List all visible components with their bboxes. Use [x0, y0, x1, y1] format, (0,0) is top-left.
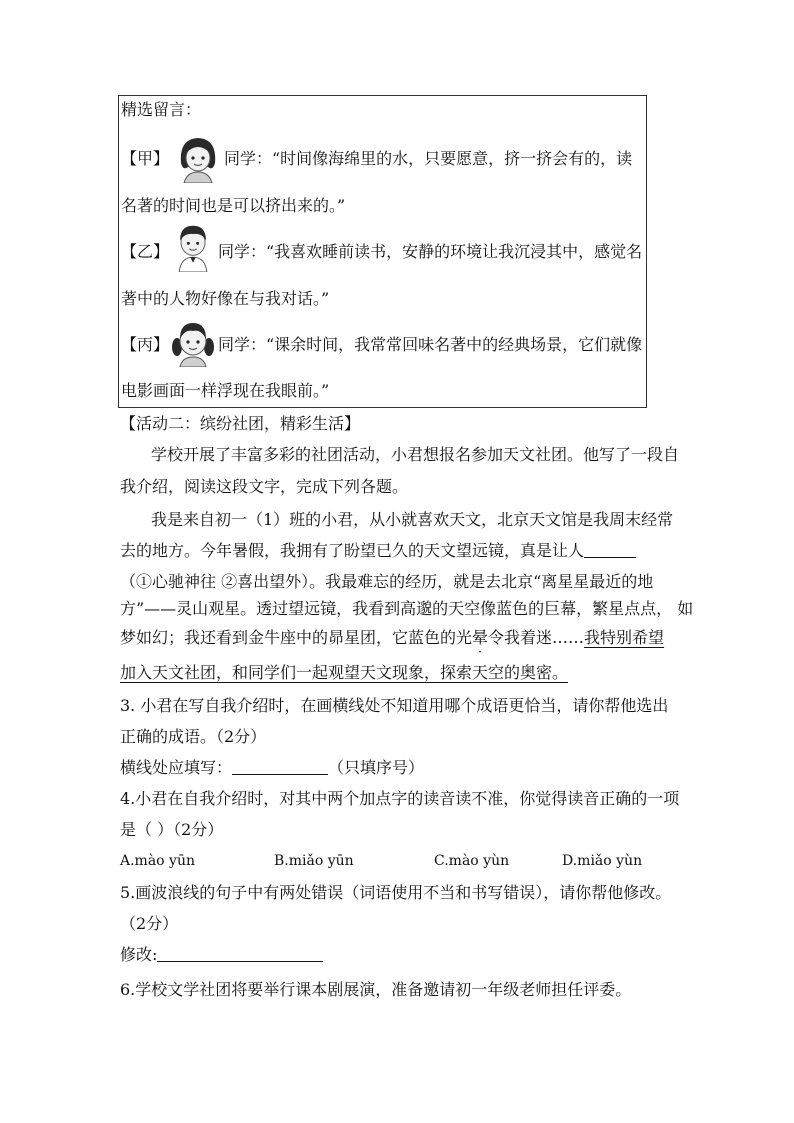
question-4-cont: 是（ ）（2分）	[120, 820, 224, 839]
self-intro-text: 梦如幻；我还看到金牛座中的昴星团，它蓝色的光	[120, 628, 473, 647]
answer-label: 修改:	[120, 945, 158, 964]
question-3-cont: 正确的成语。（2分）	[120, 727, 267, 746]
self-intro-line: 我是来自初一（1）班的小君，从小就喜欢天文，北京天文馆是我周末经常	[151, 510, 674, 529]
girl-pigtails-avatar-icon	[170, 317, 216, 367]
bing-tag: 【丙】	[121, 335, 170, 354]
jia-text: 同学：“时间像海绵里的水，只要愿意，挤一挤会有的，读	[224, 149, 633, 168]
question-5-cont: （2分）	[120, 914, 179, 933]
yi-tag: 【乙】	[121, 242, 170, 261]
option-b: B.miǎo yūn	[274, 853, 354, 869]
answer-note: （只填序号）	[328, 758, 425, 777]
self-intro-text: 令我着迷……	[488, 628, 585, 647]
jia-tag: 【甲】	[121, 149, 170, 168]
option-d: D.miǎo yùn	[562, 853, 643, 869]
answer-blank[interactable]	[232, 758, 328, 775]
dotted-char: 晕	[472, 628, 489, 647]
self-intro-line	[120, 541, 636, 561]
activity2-heading: 【活动二：缤纷社团，精彩生活】	[120, 414, 361, 433]
option-a: A.mào yūn	[120, 853, 196, 869]
self-intro-text: 去的地方。今年暑假，我拥有了盼望已久的天文望远镜，真是让人	[120, 541, 585, 560]
self-intro-line	[120, 628, 664, 648]
answer-blank[interactable]	[157, 945, 323, 962]
jia-text-cont: 名著的时间也是可以挤出来的。”	[121, 196, 346, 215]
boy-avatar-icon	[170, 222, 216, 272]
activity2-intro: 学校开展了丰富多彩的社团活动，小君想报名参加天文社团。他写了一段自	[151, 445, 680, 464]
activity2-intro-cont: 我介绍，阅读这段文字，完成下列各题。	[120, 477, 409, 496]
question-5-answer	[120, 945, 323, 965]
bing-text-cont: 电影画面一样浮现在我眼前。”	[121, 381, 330, 400]
comments-title: 精选留言：	[121, 100, 202, 119]
question-5: 5.画波浪线的句子中有两处错误（词语使用不当和书写错误），请你帮他修改。	[120, 883, 672, 902]
yi-text-cont: 著中的人物好像在与我对话。”	[121, 289, 330, 308]
option-c: C.mào yùn	[434, 853, 510, 869]
wavy-sentence: 我特别希望	[584, 628, 665, 647]
question-4: 4.小君在自我介绍时，对其中两个加点字的读音读不准，你觉得读音正确的一项	[120, 789, 680, 808]
answer-label: 横线处应填写：	[120, 758, 233, 777]
question-6: 6.学校文学社团将要举行课本剧展演，准备邀请初一年级老师担任评委。	[120, 980, 632, 999]
yi-text: 同学：“我喜欢睡前读书，安静的环境让我沉浸其中，感觉名	[218, 242, 643, 261]
wavy-sentence: 加入天文社团，和同学们一起观望天文现象，探索天空的奥密。	[120, 663, 569, 682]
question-3: 3. 小君在写自我介绍时，在画横线处不知道用哪个成语更恰当，请你帮他选出	[120, 696, 669, 715]
question-3-answer	[120, 758, 424, 778]
self-intro-line: 方”——灵山观星。透过望远镜，我看到高邈的天空像蓝色的巨幕，繁星点点， 如	[120, 599, 694, 618]
idiom-blank	[584, 541, 636, 558]
bing-text: 同学：“课余时间，我常常回味名著中的经典场景，它们就像	[218, 335, 643, 354]
self-intro-line: （①心驰神往 ②喜出望外）。我最难忘的经历，就是去北京“离星星最近的地	[120, 572, 654, 591]
girl-avatar-icon	[175, 133, 221, 183]
